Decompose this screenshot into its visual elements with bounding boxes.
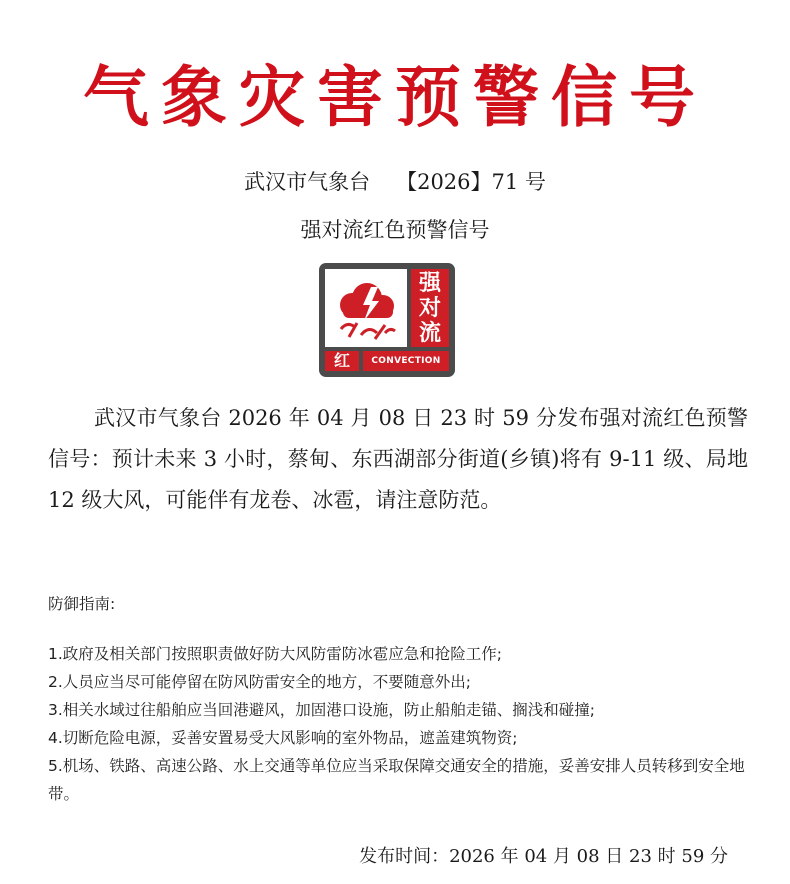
signal-subtitle: 强对流红色预警信号 (300, 218, 490, 242)
guide-item-4: 4.切断危险电源，妥善安置易受大风影响的室外物品，遮盖建筑物资; (48, 729, 518, 747)
warning-signal-badge (319, 263, 455, 377)
badge-type-text: 强对流 (411, 269, 449, 347)
badge-level-text: 红 (325, 351, 359, 371)
badge-icon-box (325, 269, 407, 347)
badge-english-label: CONVECTION (363, 351, 449, 371)
guide-item-1: 1.政府及相关部门按照职责做好防大风防雷防冰雹应急和抢险工作; (48, 645, 503, 663)
issuer-name: 武汉市气象台 (244, 170, 371, 194)
defense-guide (48, 592, 768, 808)
guide-item-2: 2.人员应当尽可能停留在防风防雷安全的地方，不要随意外出; (48, 673, 472, 691)
warning-body-paragraph: 武汉市气象台 2026 年 04 月 08 日 23 时 59 分发布强对流红色预警信号：预计未来 3 小时，蔡甸、东西湖部分街道(乡镇)将有 9-11 级、局地 12 级大风，可能伴有龙卷、冰雹，请注意防范。 (48, 406, 748, 512)
doc-no: 【2026】71 号 (396, 170, 546, 194)
publish-time: 发布时间：2026 年 04 月 08 日 23 时 59 分 (359, 846, 728, 867)
document-number (0, 172, 790, 193)
banner-title: 气象灾害预警信号 (83, 58, 707, 136)
storm-cloud-lightning-icon (325, 269, 407, 347)
guide-heading: 防御指南: (48, 595, 116, 613)
guide-item-5: 5.机场、铁路、高速公路、水上交通等单位应当采取保障交通安全的措施，妥善安排人员转移到安全地带。 (48, 757, 745, 803)
guide-list (48, 640, 768, 808)
guide-item-3: 3.相关水域过往船舶应当回港避风，加固港口设施，防止船舶走锚、搁浅和碰撞; (48, 701, 596, 719)
